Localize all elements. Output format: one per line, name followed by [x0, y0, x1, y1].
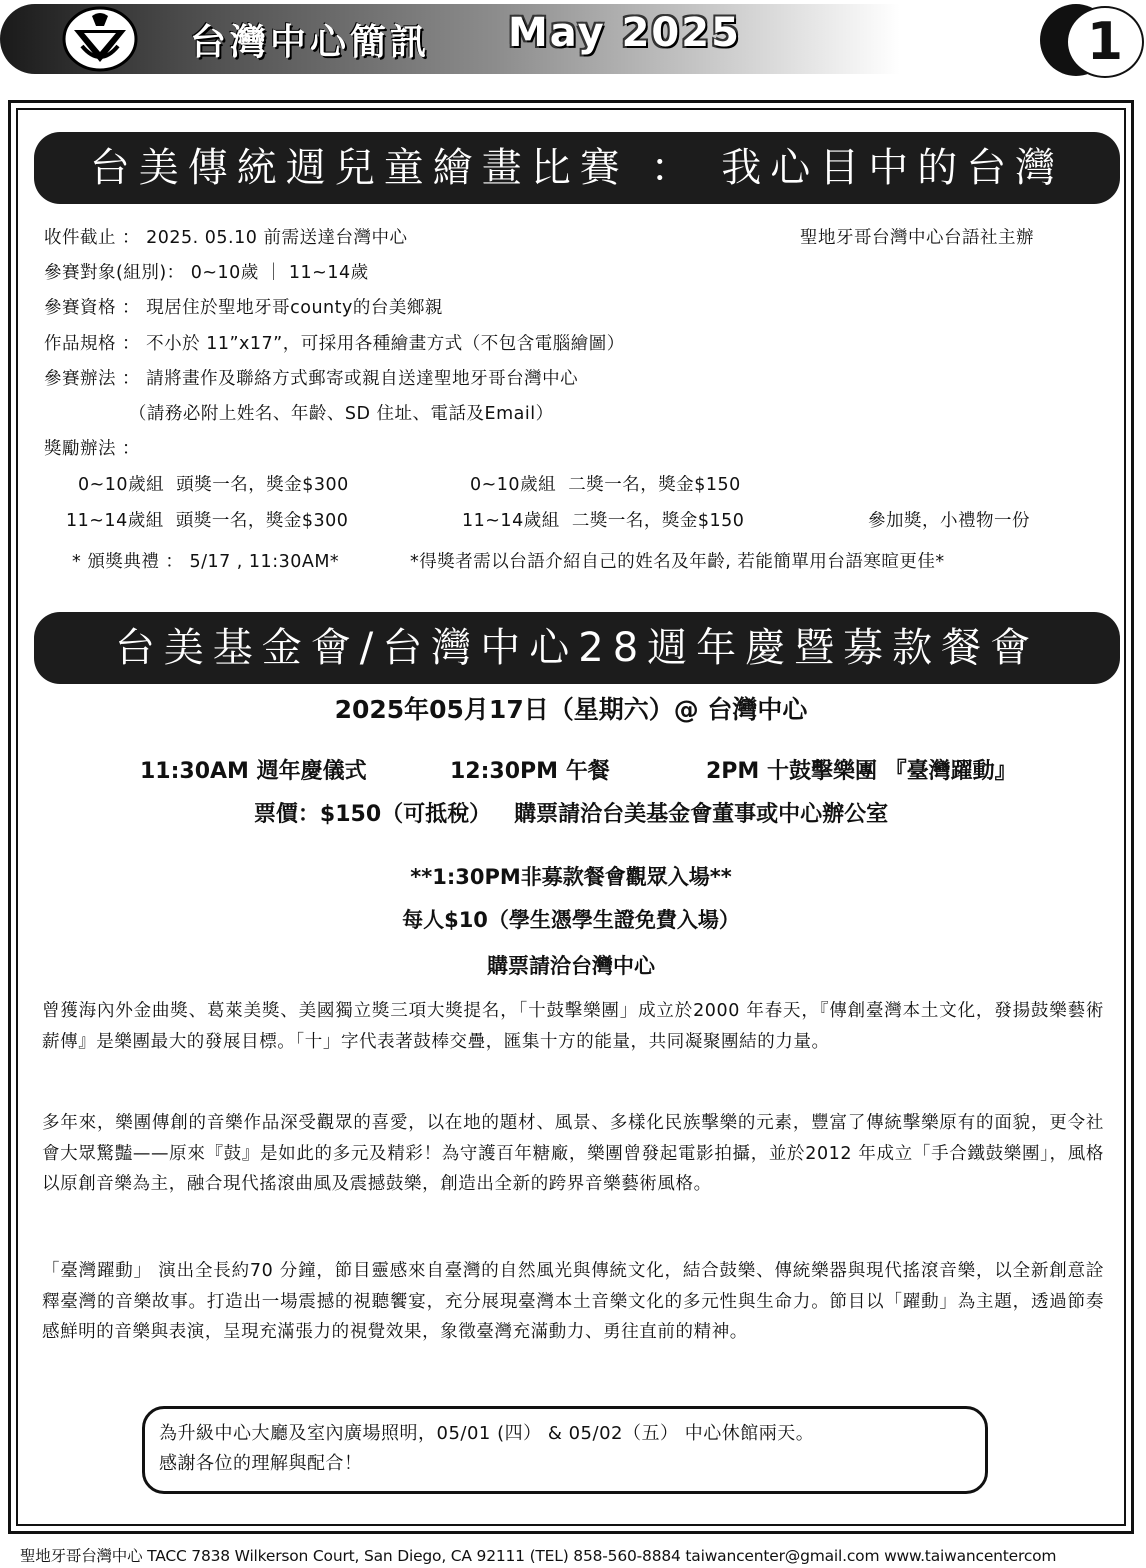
page-number-badge	[1040, 4, 1144, 76]
gala-banner: 台美基金會/台灣中心28週年慶暨募款餐會	[34, 612, 1120, 684]
gala-schedule-ceremony: 11:30AM 週年慶儀式	[140, 759, 367, 784]
public-admission-title: **1:30PM非募款餐會觀眾入場**	[410, 865, 732, 889]
issue-month: May 2025	[508, 10, 741, 56]
drum-troupe-paragraph-3: 「臺灣躍動」 演出全長約70 分鐘，節目靈感來自臺灣的自然風光與傳統文化，結合鼓樂、傳統樂器與現代搖滾音樂，以全新創意詮釋臺灣的音樂故事。打造出一場震撼的視聽饗宴，充分展現臺灣本土音樂文化的多元性與生命力。節目以「躍動」為主題，透過節奏感鮮明的音樂與表演，呈現充滿張力的視覺效果，象徵臺灣充滿動力、勇往直前的精神。	[42, 1261, 1104, 1342]
competition-awards-label: 獎勵辦法 ：	[44, 439, 141, 459]
prize-11-14-first: 11~14歲組 頭獎一名，獎金$300	[66, 511, 349, 531]
drum-troupe-paragraph-1: 曾獲海內外金曲獎、葛萊美獎、美國獨立獎三項大獎提名，「十鼓擊樂團」成立於2000 年春天，『傳創臺灣本土文化，發揚鼓樂藝術薪傳』是樂團最大的發展目標。「十」字代表著鼓棒交疊，匯集十方的能量，共同凝聚團結的力量。	[42, 1001, 1104, 1052]
competition-deadline: 收件截止 ： 2025. 05.10 前需送達台灣中心	[44, 228, 408, 248]
closure-notice-line-1: 為升級中心大廳及室內廣場照明，05/01 (四） & 05/02（五） 中心休館兩天。	[159, 1423, 815, 1444]
public-admission-price: 每人$10（學生憑學生證免費入場）	[402, 908, 740, 932]
prize-0-10-second: 0~10歲組 二獎一名，獎金$150	[470, 475, 741, 495]
competition-method: 參賽辦法 ： 請將畫作及聯絡方式郵寄或親自送達聖地牙哥台灣中心	[44, 369, 579, 389]
taiwan-center-logo-icon	[62, 6, 138, 72]
prize-0-10-first: 0~10歲組 頭獎一名，獎金$300	[78, 475, 349, 495]
competition-organizer: 聖地牙哥台灣中心台語社主辦	[800, 228, 1034, 248]
gala-schedule-drums: 2PM 十鼓擊樂團 『臺灣躍動』	[706, 759, 1017, 784]
competition-eligibility: 參賽資格 ： 現居住於聖地牙哥county的台美鄉親	[44, 298, 443, 318]
newsletter-header	[0, 0, 1146, 82]
competition-spec: 作品規格 ： 不小於 11”x17”，可採用各種繪畫方式（不包含電腦繪圖）	[44, 334, 625, 354]
drum-troupe-paragraph-2: 多年來，樂團傳創的音樂作品深受觀眾的喜愛，以在地的題材、風景、多樣化民族擊樂的元素，豐富了傳統擊樂原有的面貌，更令社會大眾驚豔——原來『鼓』是如此的多元及精彩！為守護百年糖廠，樂團曾發起電影拍攝，並於2012 年成立「手合鐵鼓樂團」，風格以原創音樂為主，融合現代搖滾曲風及震撼鼓樂，創造出全新的跨界音樂藝術風格。	[42, 1113, 1104, 1194]
closure-notice-line-2: 感謝各位的理解與配合！	[159, 1453, 363, 1474]
newsletter-title: 台灣中心簡訊	[190, 21, 431, 63]
gala-date: 2025年05月17日（星期六）@ 台灣中心	[334, 695, 808, 724]
competition-banner: 台美傳統週兒童繪畫比賽 ： 我心目中的台灣	[34, 132, 1120, 204]
competition-groups: 參賽對象(組別)： 0~10歲 ｜ 11~14歲	[44, 263, 369, 283]
award-ceremony: * 頒獎典禮 ： 5/17 , 11:30AM*	[72, 552, 340, 572]
page-number: 1	[1066, 6, 1144, 78]
prize-participation: 參加獎，小禮物一份	[868, 511, 1030, 531]
competition-method-note: （請務必附上姓名、年齡、SD 住址、電話及Email）	[44, 404, 554, 424]
prize-11-14-second: 11~14歲組 二獎一名，獎金$150	[462, 511, 745, 531]
award-ceremony-note: *得獎者需以台語介紹自己的姓名及年齡, 若能簡單用台語寒暄更佳*	[410, 552, 945, 572]
public-admission-ticket: 購票請洽台灣中心	[487, 954, 655, 978]
gala-ticket-info: 票價：$150（可抵稅） 購票請洽台美基金會董事或中心辦公室	[253, 802, 889, 827]
footer-contact: 聖地牙哥台灣中心 TACC 7838 Wilkerson Court, San Diego, CA 92111 (TEL) 858-560-8884 taiwancenter@gmail.com www.taiwancentercom	[20, 1547, 1057, 1565]
closure-notice	[142, 1406, 988, 1494]
gala-schedule-lunch: 12:30PM 午餐	[450, 759, 610, 784]
